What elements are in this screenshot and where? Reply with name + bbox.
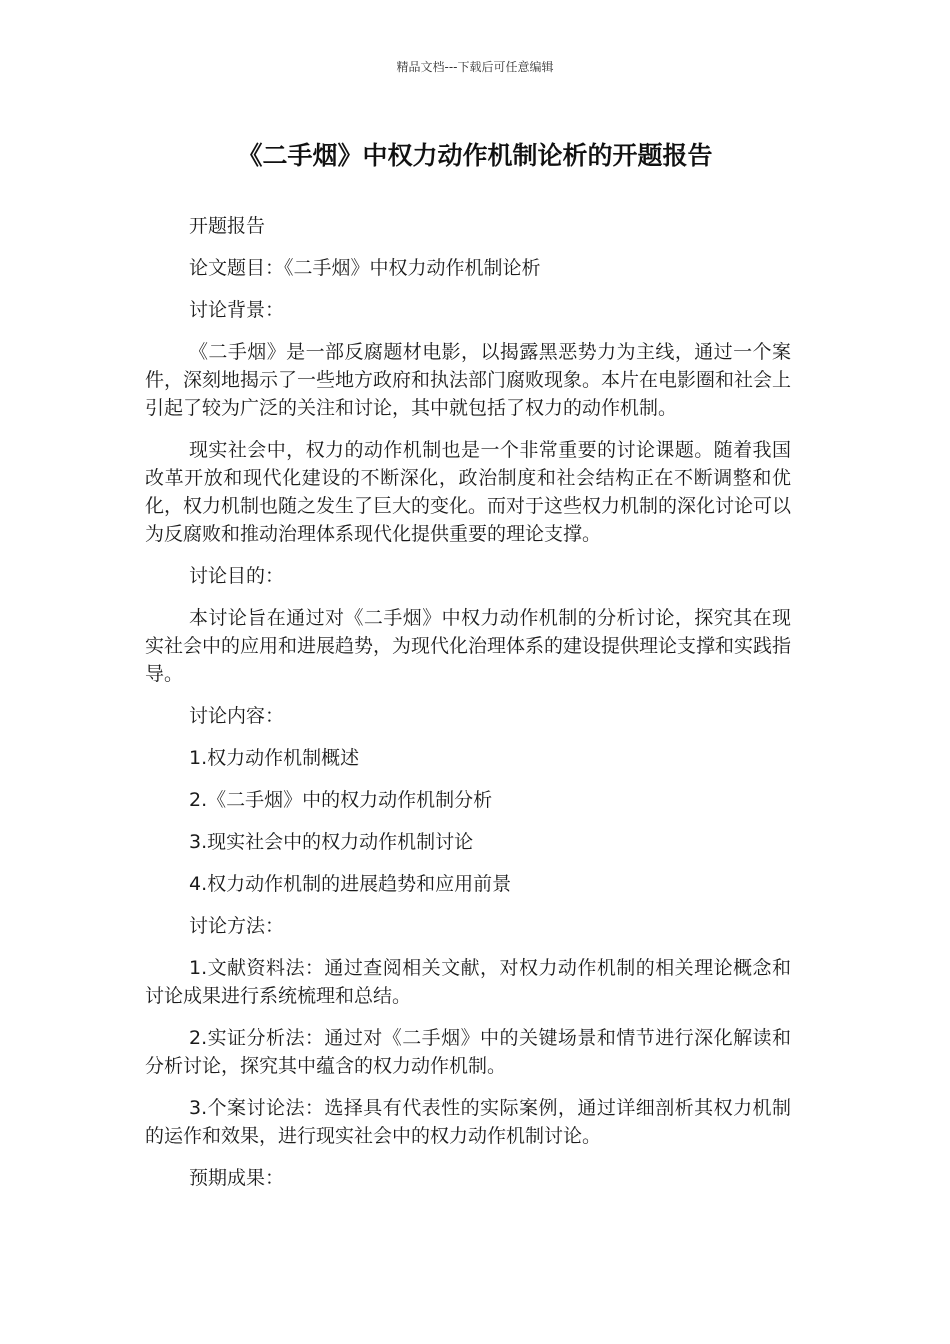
section-heading-background: 讨论背景： [189,299,285,321]
section-heading-expected-results: 预期成果： [189,1167,285,1189]
document-title: 《二手烟》中权力动作机制论析的开题报告 [237,141,713,170]
background-paragraph-2: 现实社会中，权力的动作机制也是一个非常重要的讨论课题。随着我国改革开放和现代化建设的不断深化，政治制度和社会结构正在不断调整和优化，权力机制也随之发生了巨大的变化。而对于这些权力机制的深化讨论可以为反腐败和推动治理体系现代化提供重要的理论支撑。 [145,439,792,545]
method-item-1: 1.文献资料法：通过查阅相关文献，对权力动作机制的相关理论概念和讨论成果进行系统梳理和总结。 [145,957,791,1007]
content-item-1: 1.权力动作机制概述 [189,747,360,769]
thesis-topic: 论文题目：《二手烟》中权力动作机制论析 [189,257,541,279]
page-header: 精品文档---下载后可任意编辑 [396,60,554,74]
section-heading-content: 讨论内容： [189,705,285,727]
section-label-proposal: 开题报告 [189,215,266,237]
method-item-3: 3.个案讨论法：选择具有代表性的实际案例，通过详细剖析其权力机制的运作和效果，进行现实社会中的权力动作机制讨论。 [145,1097,791,1147]
method-item-2: 2.实证分析法：通过对《二手烟》中的关键场景和情节进行深化解读和分析讨论，探究其中蕴含的权力动作机制。 [145,1027,791,1077]
content-item-3: 3.现实社会中的权力动作机制讨论 [189,831,474,853]
section-heading-methods: 讨论方法： [189,915,285,937]
section-heading-purpose: 讨论目的： [189,565,285,587]
document-body [145,212,791,1206]
content-item-4: 4.权力动作机制的进展趋势和应用前景 [189,873,512,895]
purpose-paragraph: 本讨论旨在通过对《二手烟》中权力动作机制的分析讨论，探究其在现实社会中的应用和进展趋势，为现代化治理体系的建设提供理论支撑和实践指导。 [145,607,792,685]
background-paragraph-1: 《二手烟》是一部反腐题材电影，以揭露黑恶势力为主线，通过一个案件，深刻地揭示了一些地方政府和执法部门腐败现象。本片在电影圈和社会上引起了较为广泛的关注和讨论，其中就包括了权力的动作机制。 [145,341,792,419]
content-item-2: 2.《二手烟》中的权力动作机制分析 [189,789,493,811]
